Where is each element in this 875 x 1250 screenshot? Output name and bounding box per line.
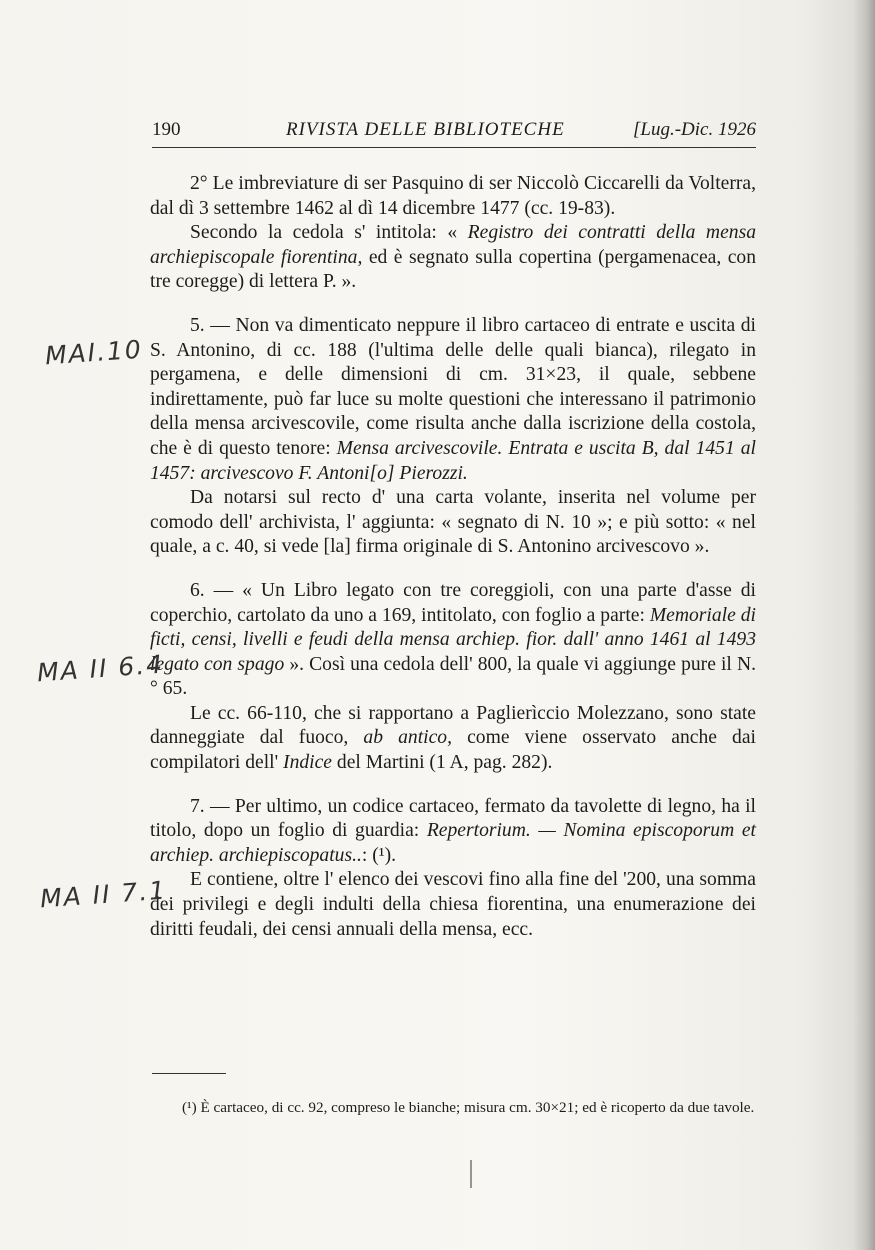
italic-text: Repertorium. — Nomina episcoporum et archiep. archiepiscopatus..	[150, 820, 756, 866]
text-run: ». Così una cedola dell' 800, la quale vi aggiunge pure il N.° 65.	[150, 653, 756, 700]
text-run: Le cc. 66-110, che si rapportano a Paglierìccio Molezzano, sono state danneggiate dal fuoco,	[150, 702, 756, 749]
paragraph	[150, 795, 756, 869]
margin-annotation: MA II 7.1	[39, 875, 168, 914]
pencil-mark	[470, 1160, 472, 1188]
text-run: E contiene, oltre l' elenco dei vescovi fino alla fine del '200, una somma dei privilegi e degli indulti della chiesa fiorentina, una enumerazione dei diritti feudali, dei censi annuali della mensa, ecc.	[150, 869, 756, 940]
footnote	[152, 1096, 758, 1119]
italic-text: ab antico,	[363, 727, 452, 749]
paragraph	[150, 579, 756, 702]
paragraph	[150, 868, 756, 942]
footnote-marker: (¹)	[182, 1099, 197, 1116]
paragraph	[150, 702, 756, 776]
body-text	[150, 172, 756, 942]
footnote-separator	[152, 1073, 226, 1074]
paragraph	[150, 314, 756, 486]
text-run: ed è segnato sulla copertina (pergamenacea, con tre coregge) di lettera P. ».	[150, 246, 757, 293]
text-run: : (¹).	[361, 844, 397, 866]
text-run: Secondo la cedola s' intitola: «	[190, 222, 468, 244]
paragraph	[150, 172, 756, 221]
running-header	[152, 117, 756, 148]
italic-text: Indice	[283, 752, 333, 774]
page-edge-shadow	[853, 0, 875, 1250]
text-run: Da notarsi sul recto d' una carta volante, inserita nel volume per comodo dell' archivista, l' aggiunta: « segnato di N. 10 »; e più sotto: « nel quale, a c. 40, si vede [la] firma originale di S. Antonino arcivescovo ».	[150, 487, 756, 558]
text-run: del Martini (1 A, pag. 282).	[332, 752, 553, 774]
page-number: 190	[152, 119, 181, 140]
text-run: 6. — « Un Libro legato con tre coreggioli, con una parte d'asse di coperchio, cartolato da uno a 169, intitolato, con foglio a parte:	[150, 579, 756, 626]
italic-text: Registro dei contratti della mensa archiepiscopale fiorentina,	[150, 222, 756, 268]
text-run: come viene osservato anche dai compilatori dell'	[150, 727, 756, 774]
text-run: 7. — Per ultimo, un codice cartaceo, fermato da tavolette di legno, ha il titolo, dopo un foglio di guardia:	[150, 795, 756, 842]
paragraph	[150, 486, 756, 560]
text-run: 5. — Non va dimenticato neppure il libro cartaceo di entrate e uscita di S. Antonino, di cc. 188 (l'ultima delle delle quali bianca), rilegato in pergamena, e delle dimensioni di cm. 31×23, il quale, sebbene indirettamente, può far luce su molte questioni che interessano il patrimonio della mensa arcivescovile, come risulta anche dalla iscrizione della costola, che è di questo tenore:	[150, 314, 756, 459]
journal-title: RIVISTA DELLE BIBLIOTECHE	[286, 119, 565, 140]
italic-text: Memoriale di ficti, censi, livelli e feudi della mensa archiep. fior. dall' anno 1461 al 1493 legato con spago	[150, 604, 756, 675]
paragraph	[150, 221, 756, 295]
footnote-text: È cartaceo, di cc. 92, compreso le bianche; misura cm. 30×21; ed è ricoperto da due tavole.	[200, 1099, 755, 1116]
margin-annotation: MA II 6.4	[36, 649, 165, 688]
text-run: 2° Le imbreviature di ser Pasquino di ser Niccolò Ciccarelli da Volterra, dal dì 3 settembre 1462 al dì 14 dicembre 1477 (cc. 19-83).	[150, 173, 756, 219]
issue-date: [Lug.-Dic. 1926	[633, 119, 756, 140]
margin-annotation: MAI.10	[44, 334, 144, 371]
italic-text: Mensa arcivescovile. Entrata e uscita B, dal 1451 al 1457: arcivescovo F. Antoni[o] Pierozzi.	[150, 437, 756, 484]
